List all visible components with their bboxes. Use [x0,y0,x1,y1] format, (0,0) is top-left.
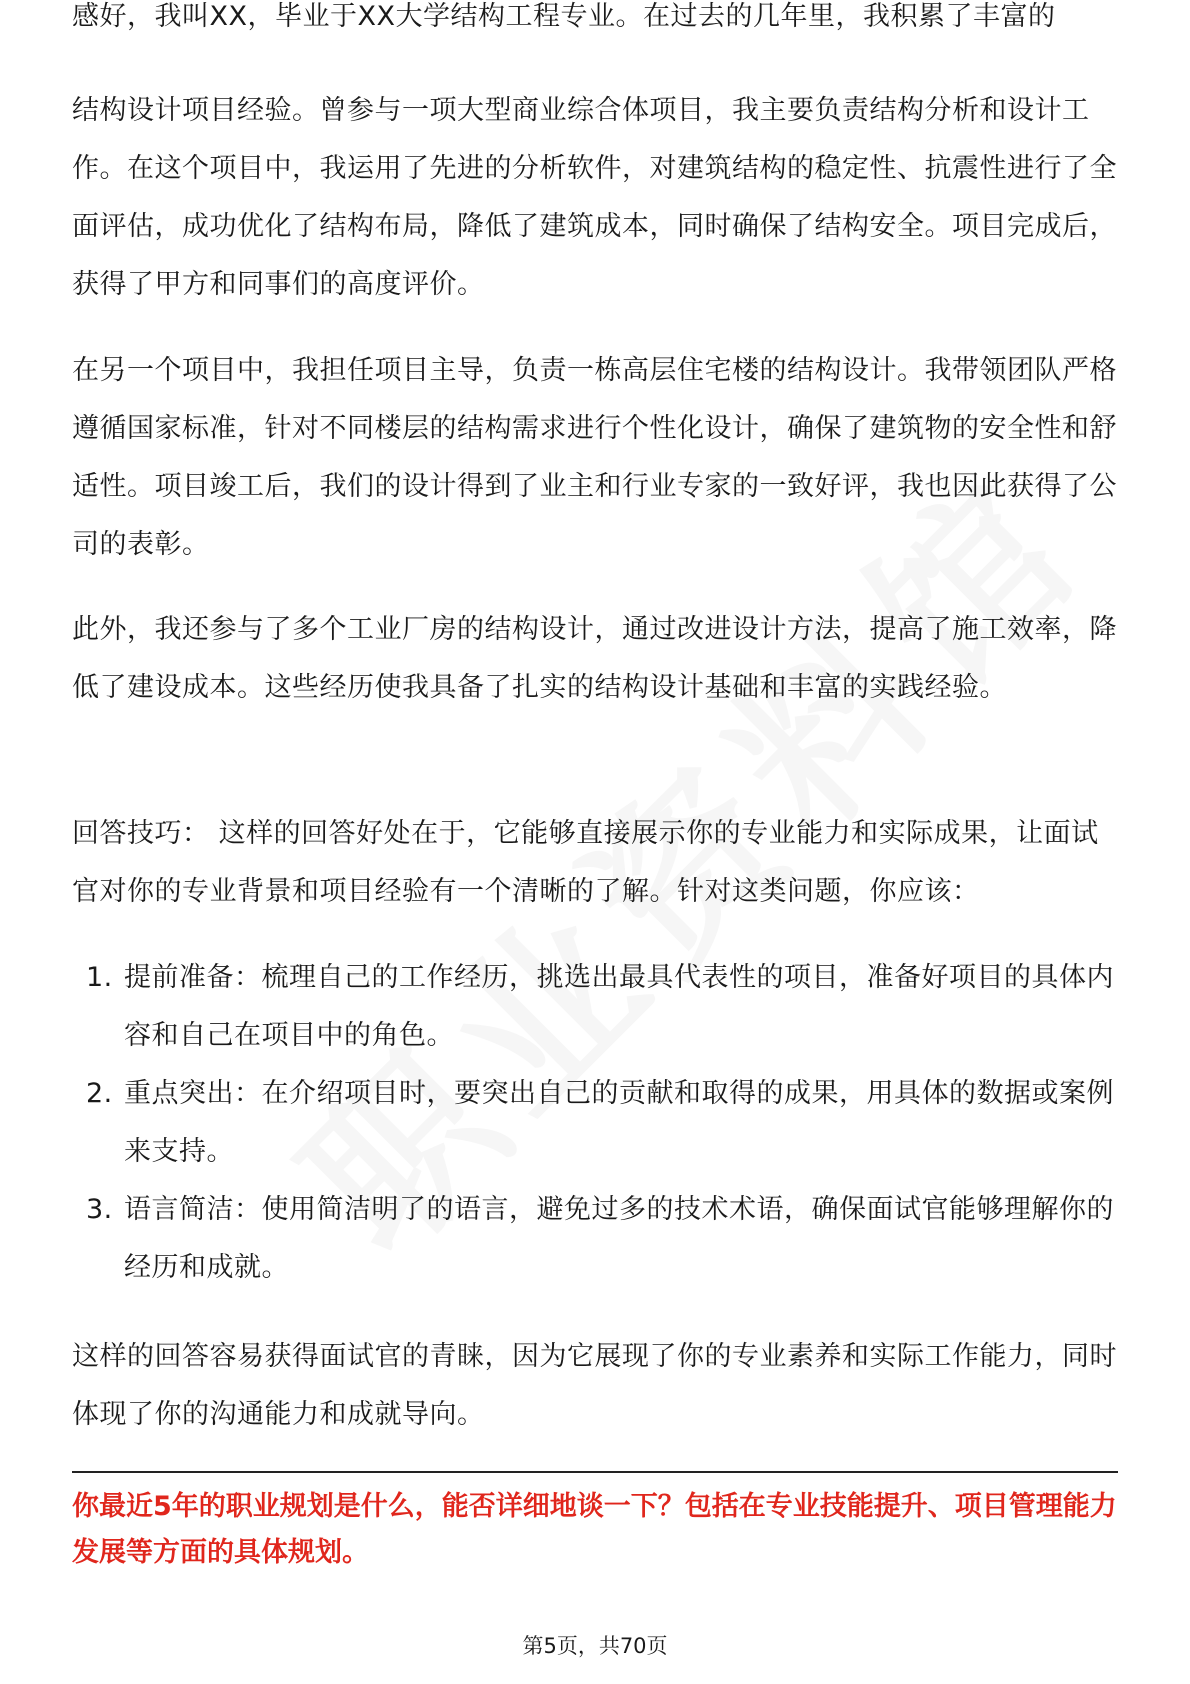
paragraph-answer-tips: 回答技巧： 这样的回答好处在于，它能够直接展示你的专业能力和实际成果，让面试官对你的专业背景和项目经验有一个清晰的了解。针对这类问题，你应该： [72,818,1099,907]
page-number: 第5页，共70页 [522,1634,668,1658]
tips-list [72,949,1118,1297]
paragraph-summary: 这样的回答容易获得面试官的青睐，因为它展现了你的专业素养和实际工作能力，同时体现了你的沟通能力和成就导向。 [72,1341,1117,1430]
list-text: 重点突出：在介绍项目时，要突出自己的贡献和取得的成果，用具体的数据或案例来支持。 [124,1078,1114,1167]
paragraph-project-3: 此外，我还参与了多个工业厂房的结构设计，通过改进设计方法，提高了施工效率，降低了建设成本。这些经历使我具备了扎实的结构设计基础和丰富的实践经验。 [72,614,1117,703]
list-item [72,1181,1118,1297]
list-text: 语言简洁：使用简洁明了的语言，避免过多的技术术语，确保面试官能够理解你的经历和成就。 [124,1194,1114,1283]
divider [72,1471,1118,1473]
list-item [72,1065,1118,1181]
list-item [72,949,1118,1065]
next-question-heading: 你最近5年的职业规划是什么，能否详细地谈一下？包括在专业技能提升、项目管理能力发展等方面的具体规划。 [72,1491,1117,1568]
list-number: 2. [86,1078,113,1109]
list-text: 提前准备：梳理自己的工作经历，挑选出最具代表性的项目，准备好项目的具体内容和自己在项目中的角色。 [124,962,1114,1051]
list-number: 1. [86,962,113,993]
list-number: 3. [86,1194,113,1225]
paragraph-project-2: 在另一个项目中，我担任项目主导，负责一栋高层住宅楼的结构设计。我带领团队严格遵循国家标准，针对不同楼层的结构需求进行个性化设计，确保了建筑物的安全性和舒适性。项目竣工后，我们的设计得到了业主和行业专家的一致好评，我也因此获得了公司的表彰。 [72,355,1117,560]
paragraph-project-1: 结构设计项目经验。曾参与一项大型商业综合体项目，我主要负责结构分析和设计工作。在这个项目中，我运用了先进的分析软件，对建筑结构的稳定性、抗震性进行了全面评估，成功优化了结构布局，降低了建筑成本，同时确保了结构安全。项目完成后，获得了甲方和同事们的高度评价。 [72,95,1117,300]
cut-off-line: 感好，我叫XX，毕业于XX大学结构工程专业。在过去的几年里，我积累了丰富的 [72,1,1056,32]
